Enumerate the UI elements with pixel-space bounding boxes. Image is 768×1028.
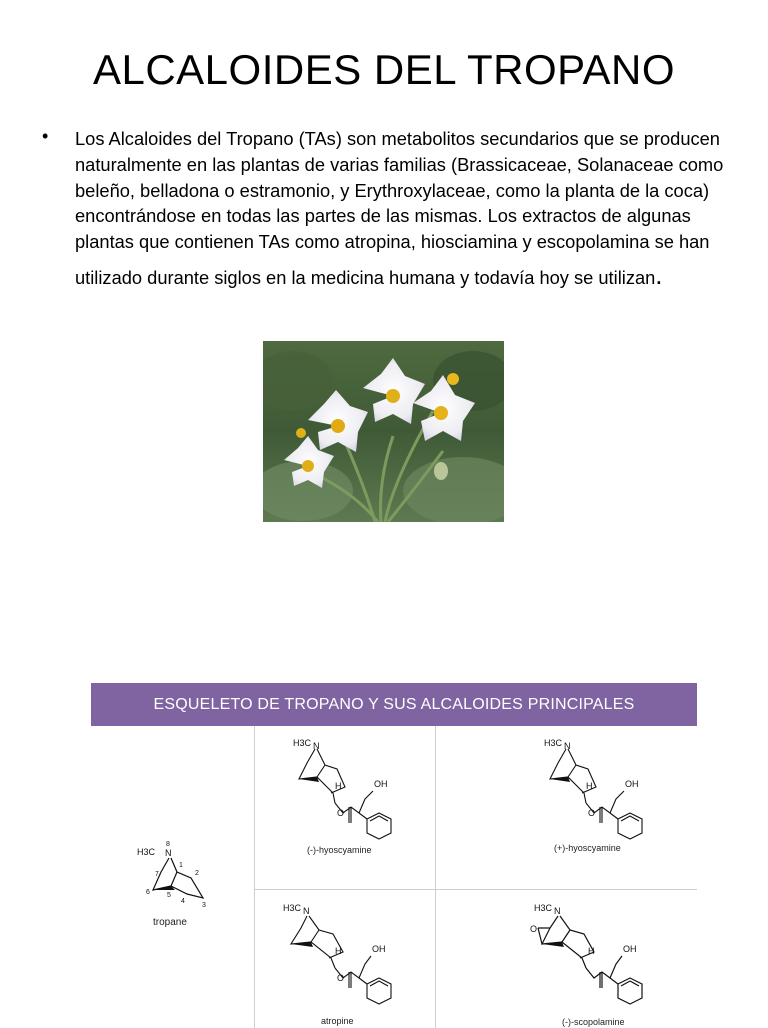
slide-title: ALCALOIDES DEL TROPANO [92, 46, 676, 93]
paragraph-last: medicina humana y todavía hoy se utilizan [310, 266, 656, 288]
table-header: ESQUELETO DE TROPANO Y SUS ALCALOIDES PRINCIPALES [91, 683, 697, 726]
molecule-neg-hyoscyamine [255, 727, 435, 889]
tropane-methyl: H3C [137, 847, 156, 857]
svg-text:OH: OH [372, 944, 386, 954]
svg-text:H3C: H3C [283, 903, 302, 913]
svg-text:O: O [337, 808, 345, 818]
svg-text:N: N [564, 741, 571, 751]
svg-text:1: 1 [179, 862, 183, 869]
svg-text:O: O [337, 973, 345, 983]
svg-text:H: H [335, 946, 342, 956]
svg-text:H: H [588, 946, 595, 956]
svg-text:OH: OH [623, 944, 637, 954]
flower-photo [263, 341, 504, 522]
svg-text:6: 6 [146, 889, 150, 896]
svg-text:5: 5 [167, 892, 171, 899]
svg-text:N: N [303, 906, 310, 916]
bullet-text [75, 126, 732, 291]
svg-text:H3C: H3C [544, 738, 563, 748]
tropane-structure [91, 726, 254, 1028]
svg-text:H: H [335, 781, 342, 791]
svg-text:O: O [530, 924, 538, 934]
svg-text:OH: OH [625, 779, 639, 789]
svg-text:O: O [588, 808, 596, 818]
svg-text:2: 2 [195, 870, 199, 877]
tropane-table [91, 683, 697, 1028]
bullet-marker: • [42, 126, 49, 146]
molecule-label: atropine [321, 1016, 354, 1026]
svg-text:3: 3 [202, 902, 206, 909]
svg-text:H3C: H3C [293, 738, 312, 748]
paragraph-main: Los Alcaloides del Tropano (TAs) son metabolitos secundarios que se producen naturalmente en las plantas de varias familias (Brassicaceae, Solanaceae como beleño, belladona o estramonio, y Erythroxylaceae, como la planta de la coca) encontrándose en todas las partes de las mismas. Los extractos de algunas plantas que contienen TAs como atropina, hiosciamina y escopolamina se han utilizado durante siglos en la [75, 128, 724, 288]
molecule-scopolamine [436, 890, 697, 1028]
bullet-paragraph [42, 126, 732, 291]
tropane-n: N [165, 848, 172, 858]
svg-text:7: 7 [155, 871, 159, 878]
svg-text:H: H [586, 781, 593, 791]
svg-text:8: 8 [166, 841, 170, 848]
svg-text:N: N [313, 741, 320, 751]
molecule-label: (-)-scopolamine [562, 1017, 625, 1027]
molecule-label: (+)-hyoscyamine [554, 843, 621, 853]
svg-text:N: N [554, 906, 561, 916]
molecule-atropine [255, 890, 435, 1028]
paragraph-period: . [655, 259, 663, 290]
molecule-pos-hyoscyamine [436, 727, 697, 889]
svg-text:H3C: H3C [534, 903, 553, 913]
svg-text:OH: OH [374, 779, 388, 789]
tropane-label: tropane [153, 917, 187, 928]
molecule-label: (-)-hyoscyamine [307, 845, 372, 855]
svg-text:4: 4 [181, 898, 185, 905]
